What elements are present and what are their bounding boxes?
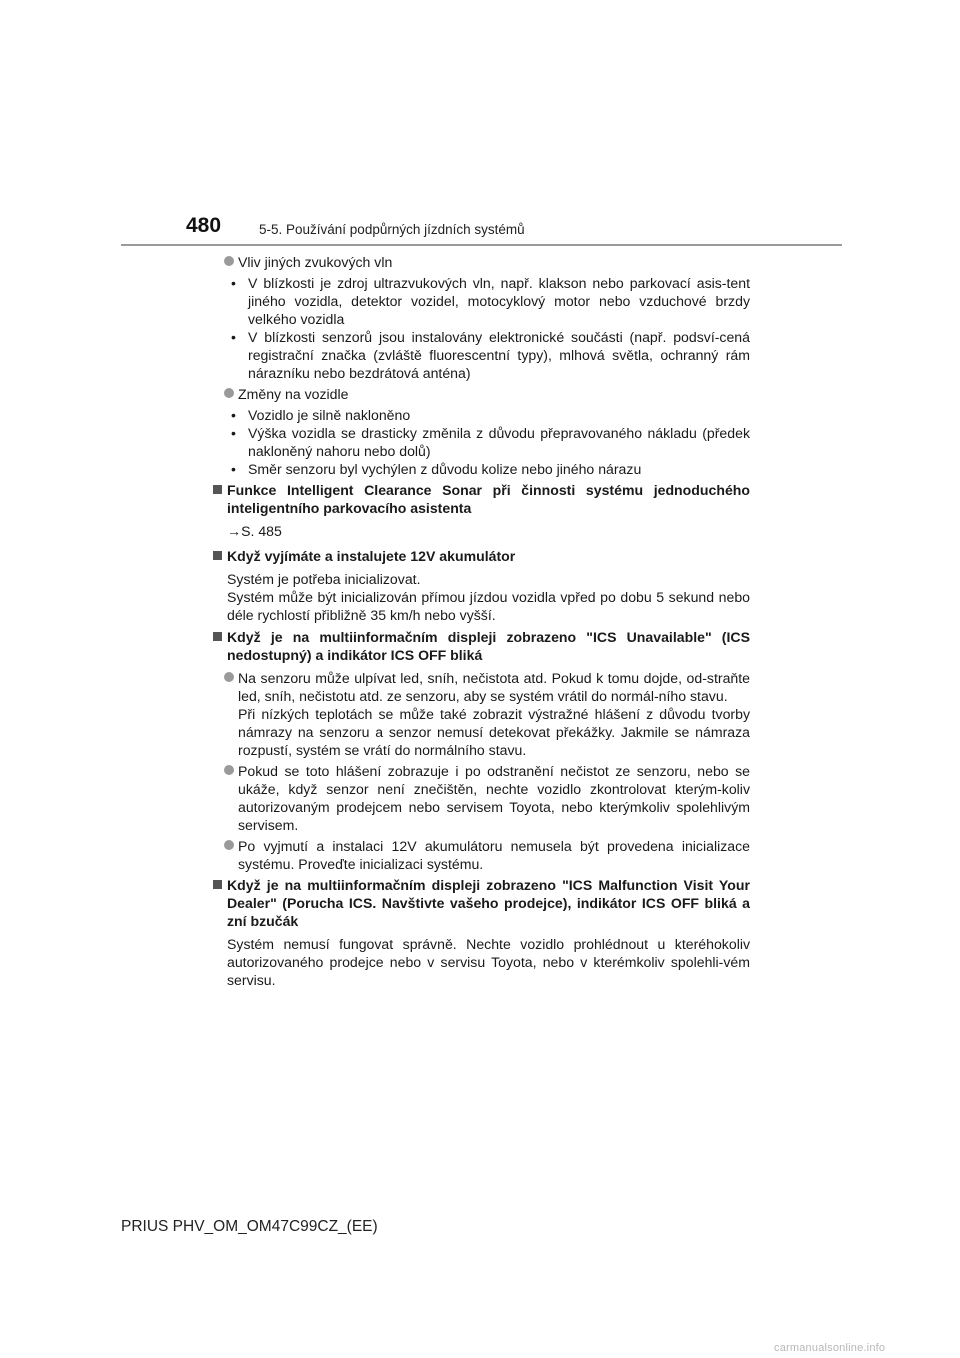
bullet-text: Při nízkých teplotách se může také zobrazit výstražné hlášení z důvodu tvorby námrazy na senzoru a senzor nemusí detekovat překážky. Jakmile se námraza rozpustí, systém se vrátí do normálního stavu. xyxy=(238,706,750,758)
section-heading-text: Když vyjímáte a instalujete 12V akumulátor xyxy=(227,548,516,564)
bullet-text: Po vyjmutí a instalaci 12V akumulátoru nemusela být provedena inicializace systému. Proveďte inicializaci systému. xyxy=(238,838,750,872)
bullet-item xyxy=(210,669,750,759)
bullet-dot-icon xyxy=(224,388,234,398)
paragraph: Systém nemusí fungovat správně. Nechte vozidlo prohlédnout u kteréhokoliv autorizovaného prodejce nebo v servisu Toyota, nebo v kterémkoliv spolehli-vém servisu. xyxy=(227,936,750,988)
section-heading-ics-parking-assist xyxy=(210,481,750,517)
bullet-title: Vliv jiných zvukových vln xyxy=(238,254,393,270)
bullet-mark-icon: • xyxy=(231,329,236,345)
bullet-vehicle-changes xyxy=(210,385,750,403)
section-heading-ics-malfunction xyxy=(210,876,750,930)
list-item-text: Vozidlo je silně nakloněno xyxy=(248,407,411,423)
bullet-text: Na senzoru může ulpívat led, sníh, nečistota atd. Pokud k tomu dojde, od-straňte led, sníh, nečistotu atd. ze senzoru, aby se systém vrátil do normál-ního stavu. xyxy=(238,670,750,704)
bullet-text: Pokud se toto hlášení zobrazuje i po odstranění nečistot ze senzoru, nebo se ukáže, když senzor není znečištěn, nechte vozidlo zkontrolovat kterým-koliv autorizovaným prodejcem nebo servisem Toyota, nebo kterýmkoliv spolehlivým servisem. xyxy=(238,763,750,833)
section-heading-ics-unavailable xyxy=(210,628,750,664)
bullet-text-block xyxy=(238,669,750,759)
sub-list xyxy=(210,406,750,478)
section-square-icon xyxy=(213,551,222,560)
section-body xyxy=(210,669,750,873)
chapter-title: 5-5. Používání podpůrných jízdních systémů xyxy=(259,222,525,237)
page-reference: →S. 485 xyxy=(227,523,282,539)
bullet-mark-icon: • xyxy=(231,275,236,291)
list-item xyxy=(210,328,750,382)
bullet-dot-icon xyxy=(224,672,234,682)
bullet-dot-icon xyxy=(224,256,234,266)
section-square-icon xyxy=(213,485,222,494)
section-heading-text: Když je na multiinformačním displeji zobrazeno "ICS Malfunction Visit Your Dealer" (Porucha ICS. Navštivte vašeho prodejce), indikátor ICS OFF bliká a zní bzučák xyxy=(227,877,750,929)
bullet-item xyxy=(210,837,750,873)
section-heading-12v-battery xyxy=(210,547,750,565)
bullet-mark-icon: • xyxy=(231,425,236,441)
list-item xyxy=(210,460,750,478)
section-square-icon xyxy=(213,880,222,889)
bullet-dot-icon xyxy=(224,840,234,850)
page-content xyxy=(210,252,750,993)
list-item-text: V blízkosti je zdroj ultrazvukových vln, např. klakson nebo parkovací asis-tent jiného vozidla, detektor vozidel, motocyklový motor nebo vzduchové brzdy velkého vozidla xyxy=(248,275,750,327)
document-code: PRIUS PHV_OM_OM47C99CZ_(EE) xyxy=(121,1218,378,1235)
header-divider xyxy=(121,244,842,246)
list-item-text: Výška vozidla se drasticky změnila z důvodu přepravovaného nákladu (předek nakloněný nahoru nebo dolů) xyxy=(248,425,750,459)
section-square-icon xyxy=(213,632,222,641)
section-heading-text: Funkce Intelligent Clearance Sonar při činnosti systému jednoduchého inteligentního parkovacího asistenta xyxy=(227,482,750,516)
bullet-dot-icon xyxy=(224,765,234,775)
watermark: carmanualsonline.info xyxy=(774,1342,886,1354)
sub-list xyxy=(210,274,750,382)
bullet-mark-icon: • xyxy=(231,461,236,477)
list-item xyxy=(210,274,750,328)
section-body xyxy=(210,570,750,624)
bullet-other-sound-waves xyxy=(210,253,750,271)
bullet-mark-icon: • xyxy=(231,407,236,423)
paragraph: Systém je potřeba inicializovat. xyxy=(227,571,421,587)
list-item xyxy=(210,406,750,424)
list-item xyxy=(210,424,750,460)
page-number: 480 xyxy=(186,214,222,237)
bullet-item xyxy=(210,762,750,834)
list-item-text: Směr senzoru byl vychýlen z důvodu kolize nebo jiného nárazu xyxy=(248,461,642,477)
paragraph: Systém může být inicializován přímou jízdou vozidla vpřed po dobu 5 sekund nebo déle rychlostí přibližně 35 km/h nebo vyšší. xyxy=(227,589,750,623)
bullet-title: Změny na vozidle xyxy=(238,386,349,402)
list-item-text: V blízkosti senzorů jsou instalovány elektronické součásti (např. podsví-cená registrační značka (zvláště fluorescentní typy), mlhová světla, ochranný rám nárazníku nebo bezdrátová anténa) xyxy=(248,329,750,381)
section-heading-text: Když je na multiinformačním displeji zobrazeno "ICS Unavailable" (ICS nedostupný) a indikátor ICS OFF bliká xyxy=(227,629,750,663)
